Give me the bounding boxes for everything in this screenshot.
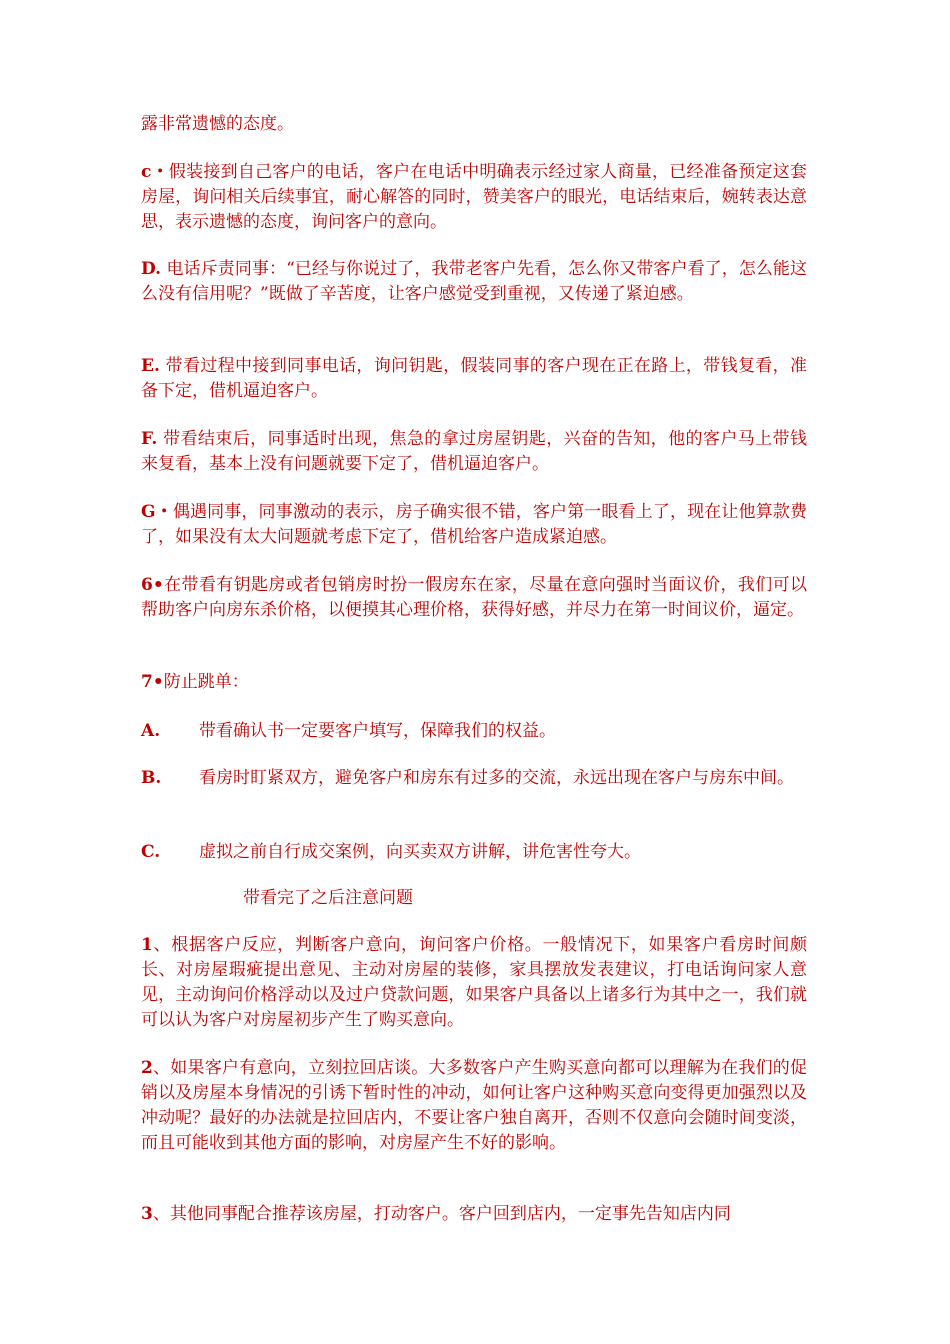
item-label: G・ — [141, 502, 173, 522]
item-label: 7• — [141, 672, 164, 692]
paragraph-continuation — [141, 112, 807, 137]
section-title: 带看完了之后注意问题 — [243, 888, 413, 908]
paragraph-text: 带看过程中接到同事电话，询问钥匙，假装同事的客户现在正在路上，带钱复看，准备下定，借机逼迫客户。 — [141, 356, 807, 401]
item-label: 1 — [141, 935, 153, 955]
paragraph-item-g — [141, 500, 807, 550]
paragraph-text: 、如果客户有意向，立刻拉回店谈。大多数客户产生购买意向都可以理解为在我们的促销以及房屋本身情况的引诱下暂时性的冲动，如何让客户这种购买意向变得更加强烈以及冲动呢？最好的办法就是拉回店内，不要让客户独自离开，否则不仅意向会随时间变淡，而且可能收到其他方面的影响，对房屋产生不好的影响。 — [141, 1058, 807, 1153]
paragraph-item-f — [141, 427, 807, 477]
item-label: 6• — [141, 575, 164, 595]
paragraph-text: 电话斥责同事：“已经与你说过了，我带老客户先看，怎么你又带客户看了，怎么能这么没有信用呢？”既做了辛苦度，让客户感觉受到重视，又传递了紧迫感。 — [141, 259, 807, 304]
item-label: 2 — [141, 1058, 153, 1078]
paragraph-item-d — [141, 257, 807, 307]
paragraph-text: 偶遇同事，同事激动的表示，房子确实很不错，客户第一眼看上了，现在让他算款费了，如果没有太大问题就考虑下定了，借机给客户造成紧迫感。 — [141, 502, 807, 547]
paragraph-item-c — [141, 160, 807, 235]
item-label: E. — [141, 356, 160, 376]
item-label: B. — [141, 768, 162, 788]
paragraph-text: 虚拟之前自行成交案例，向买卖双方讲解，讲危害性夸大。 — [199, 842, 641, 862]
paragraph-text: 在带看有钥匙房或者包销房时扮一假房东在家，尽量在意向强时当面议价，我们可以帮助客户向房东杀价格，以便摸其心理价格，获得好感，并尽力在第一时间议价，逼定。 — [141, 575, 807, 620]
paragraph-text: 露非常遗憾的态度。 — [141, 114, 294, 134]
item-label: A. — [141, 721, 161, 741]
paragraph-item-c2 — [141, 840, 807, 865]
paragraph-item-e — [141, 354, 807, 404]
item-label: D. — [141, 259, 162, 279]
paragraph-item-a — [141, 719, 807, 744]
paragraph-text: 防止跳单： — [163, 672, 249, 692]
paragraph-text: 、根据客户反应，判断客户意向，询问客户价格。一般情况下，如果客户看房时间颇长、对房屋瑕疵提出意见、主动对房屋的装修，家具摆放发表建议，打电话询问家人意见，主动询问价格浮动以及过户贷款问题，如果客户具备以上诸多行为其中之一，我们就可以认为客户对房屋初步产生了购买意向。 — [141, 935, 807, 1030]
paragraph-text: 看房时盯紧双方，避免客户和房东有过多的交流，永远出现在客户与房东中间。 — [199, 768, 794, 788]
paragraph-point-1 — [141, 933, 807, 1033]
paragraph-item-7 — [141, 670, 807, 695]
paragraph-point-3 — [141, 1202, 807, 1227]
item-label: c・ — [141, 162, 169, 182]
paragraph-text: 、其他同事配合推荐该房屋，打动客户。客户回到店内，一定事先告知店内同 — [152, 1204, 731, 1224]
paragraph-point-2 — [141, 1056, 807, 1156]
paragraph-text: 带看结束后，同事适时出现，焦急的拿过房屋钥匙，兴奋的告知，他的客户马上带钱来复看，基本上没有问题就要下定了，借机逼迫客户。 — [141, 429, 807, 474]
paragraph-item-b — [141, 766, 807, 791]
paragraph-item-6 — [141, 573, 807, 623]
item-label: 3 — [141, 1204, 153, 1224]
paragraph-text: 带看确认书一定要客户填写，保障我们的权益。 — [199, 721, 556, 741]
item-label: C. — [141, 842, 161, 862]
paragraph-text: 假装接到自己客户的电话，客户在电话中明确表示经过家人商量，已经准备预定这套房屋，询问相关后续事宜，耐心解答的同时，赞美客户的眼光，电话结束后，婉转表达意思，表示遗憾的态度，询问客户的意向。 — [141, 162, 807, 232]
item-label: F. — [141, 429, 158, 449]
